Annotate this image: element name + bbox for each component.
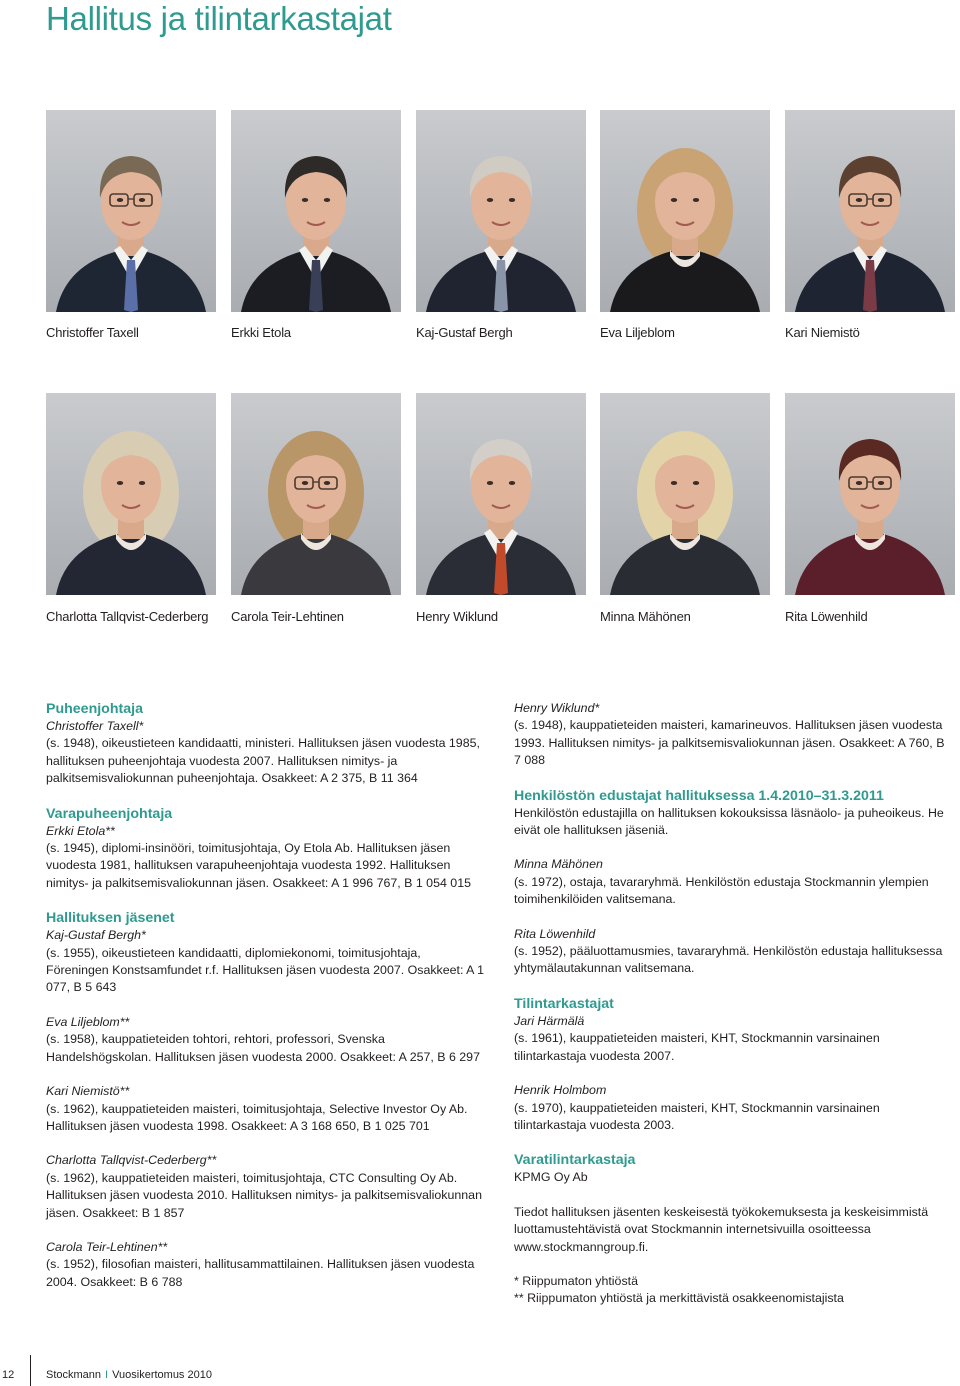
chair-name: Christoffer Taxell* (46, 719, 144, 733)
portrait-caption: Christoffer Taxell (46, 325, 139, 340)
page-number: 12 (2, 1369, 15, 1381)
vice-chair-name: Erkki Etola** (46, 823, 115, 838)
portrait-caption: Carola Teir-Lehtinen (231, 609, 344, 624)
member-name: Carola Teir-Lehtinen** (46, 1239, 168, 1254)
portrait-photo (46, 393, 216, 595)
auditor-bio: (s. 1961), kauppatieteiden maisteri, KHT, Stockmannin varsinainen tilintarkastaja vuodesta 2007. (514, 1031, 880, 1063)
auditor-bio: (s. 1970), kauppatieteiden maisteri, KHT, Stockmannin varsinainen tilintarkastaja vuodesta 2003. (514, 1100, 880, 1132)
left-text-column (46, 700, 486, 1291)
footnote-independent: * Riippumaton yhtiöstä (514, 1273, 638, 1288)
portrait-photo (785, 393, 955, 595)
member-name: Kari Niemistö** (46, 1084, 130, 1099)
chair-bio: (s. 1948), oikeustieteen kandidaatti, ministeri. Hallituksen jäsen vuodesta 1985, hallituksen puheenjohtaja vuodesta 2007. Hallituksen nimitys- ja palkitsemisvaliokunnan puheenjohtaja. Osakkeet: A 2 375, B 11 364 (46, 736, 480, 786)
staff-reps-intro: Henkilöstön edustajilla on hallituksen kokouksissa läsnäolo- ja puheoikeus. He eivät ole hallituksen jäseniä. (514, 805, 944, 838)
portrait-illustration (600, 110, 770, 312)
member-bio: (s. 1952), filosofian maisteri, hallitusammattilainen. Hallituksen jäsen vuodesta 2004. Osakkeet: B 6 788 (46, 1257, 475, 1289)
portrait-caption: Minna Mähönen (600, 609, 691, 624)
portrait-illustration (46, 393, 216, 595)
staff-reps-heading: Henkilöstön edustajat hallituksessa 1.4.2010–31.3.2011 (514, 787, 884, 804)
member-name: Eva Liljeblom** (46, 1014, 130, 1029)
staff-rep-name: Rita Löwenhild (514, 926, 596, 941)
deputy-auditor-heading: Varatilintarkastaja (514, 1152, 636, 1169)
portrait-caption: Rita Löwenhild (785, 609, 868, 624)
portrait-caption: Kaj-Gustaf Bergh (416, 325, 513, 340)
portrait-caption: Erkki Etola (231, 325, 291, 340)
members-heading: Hallituksen jäsenet (46, 910, 175, 927)
portrait-illustration (46, 110, 216, 312)
board-name-row-1 (46, 325, 916, 343)
portrait-photo (416, 110, 586, 312)
staff-rep-bio: (s. 1972), ostaja, tavararyhmä. Henkilöstön edustaja Stockmannin ylempien toimihenkilöiden valitsemana. (514, 874, 929, 907)
member-name: Kaj-Gustaf Bergh* (46, 928, 146, 943)
portrait-caption: Charlotta Tallqvist-Cederberg (46, 609, 209, 624)
portrait-illustration (416, 110, 586, 312)
chair-heading: Puheenjohtaja (46, 701, 143, 717)
member-bio: (s. 1962), kauppatieteiden maisteri, toimitusjohtaja, Selective Investor Oy Ab. Hallituksen jäsen vuodesta 1998. Osakkeet: A 3 168 650, B 1 025 701 (46, 1101, 468, 1133)
portrait-illustration (231, 110, 401, 312)
portrait-photo (600, 110, 770, 312)
deputy-auditor-text: KPMG Oy Ab (514, 1170, 588, 1185)
right-text-column (514, 700, 954, 1308)
board-photo-row-1 (46, 110, 916, 314)
portrait-illustration (600, 393, 770, 595)
page-title: Hallitus ja tilintarkastajat (46, 0, 392, 37)
auditor-name: Jari Härmälä (514, 1013, 585, 1028)
vice-chair-heading: Varapuheenjohtaja (46, 805, 173, 822)
vice-chair-bio: (s. 1945), diplomi-insinööri, toimitusjohtaja, Oy Etola Ab. Hallituksen jäsen vuodesta 1981, hallituksen varapuheenjohtaja vuodesta 1992. Hallituksen nimitys- ja palkitsemisvaliokunnan jäsen. Osakkeet: A 1 996 767, B 1 054 015 (46, 841, 471, 890)
portrait-photo (46, 110, 216, 312)
portrait-illustration (785, 393, 955, 595)
footer-divider (30, 1355, 31, 1386)
portrait-caption: Henry Wiklund (416, 609, 498, 624)
portrait-photo (231, 110, 401, 312)
member-name: Charlotta Tallqvist-Cederberg** (46, 1153, 217, 1168)
portrait-photo (785, 110, 955, 312)
portrait-photo (231, 393, 401, 595)
portrait-photo (600, 393, 770, 595)
report-name: Vuosikertomus 2010 (112, 1369, 212, 1381)
member-bio: (s. 1948), kauppatieteiden maisteri, kamarineuvos. Hallituksen jäsen vuodesta 1993. Hallituksen nimitys- ja palkitsemisvaliokunnan jäsen. Osakkeet: A 760, B 7 088 (514, 718, 945, 768)
footnote-independent-major: ** Riippumaton yhtiöstä ja merkittävistä osakkeenomistajista (514, 1291, 844, 1306)
staff-rep-name: Minna Mähönen (514, 857, 603, 872)
portrait-illustration (785, 110, 955, 312)
auditors-heading: Tilintarkastajat (514, 995, 614, 1012)
portrait-caption: Kari Niemistö (785, 325, 860, 340)
portrait-photo (416, 393, 586, 595)
board-name-row-2 (46, 609, 916, 627)
info-text: Tiedot hallituksen jäsenten keskeisestä työkokemuksesta ja keskeisimmistä luottamustehtävistä ovat Stockmannin internetsivuilla osoitteessa www.stockmanngroup.fi. (514, 1204, 929, 1254)
publication-name: Stockmann (46, 1369, 102, 1381)
portrait-illustration (231, 393, 401, 595)
footer-separator: I (105, 1369, 109, 1381)
member-name: Henry Wiklund* (514, 701, 600, 715)
portrait-illustration (416, 393, 586, 595)
member-bio: (s. 1955), oikeustieteen kandidaatti, diplomiekonomi, toimitusjohtaja, Föreningen Konstsamfundet r.f. Hallituksen jäsen vuodesta 2007. Osakkeet: A 1 077, B 5 643 (46, 945, 485, 995)
member-bio: (s. 1958), kauppatieteiden tohtori, rehtori, professori, Svenska Handelshögskolan. Hallituksen jäsen vuodesta 2000. Osakkeet: A 257, B 6 297 (46, 1032, 480, 1064)
member-bio: (s. 1962), kauppatieteiden maisteri, toimitusjohtaja, CTC Consulting Oy Ab. Hallituksen jäsen vuodesta 2010. Hallituksen nimitys- ja palkitsemisvaliokunnan jäsen. Osakkeet: B 1 857 (46, 1170, 482, 1220)
publication-line (46, 1369, 212, 1381)
staff-rep-bio: (s. 1952), pääluottamusmies, tavararyhmä. Henkilöstön edustaja hallituksessa yhtymälautakunnan valitsemana. (514, 944, 943, 976)
board-photo-row-2 (46, 393, 916, 597)
portrait-caption: Eva Liljeblom (600, 325, 675, 340)
auditor-name: Henrik Holmbom (514, 1083, 607, 1098)
